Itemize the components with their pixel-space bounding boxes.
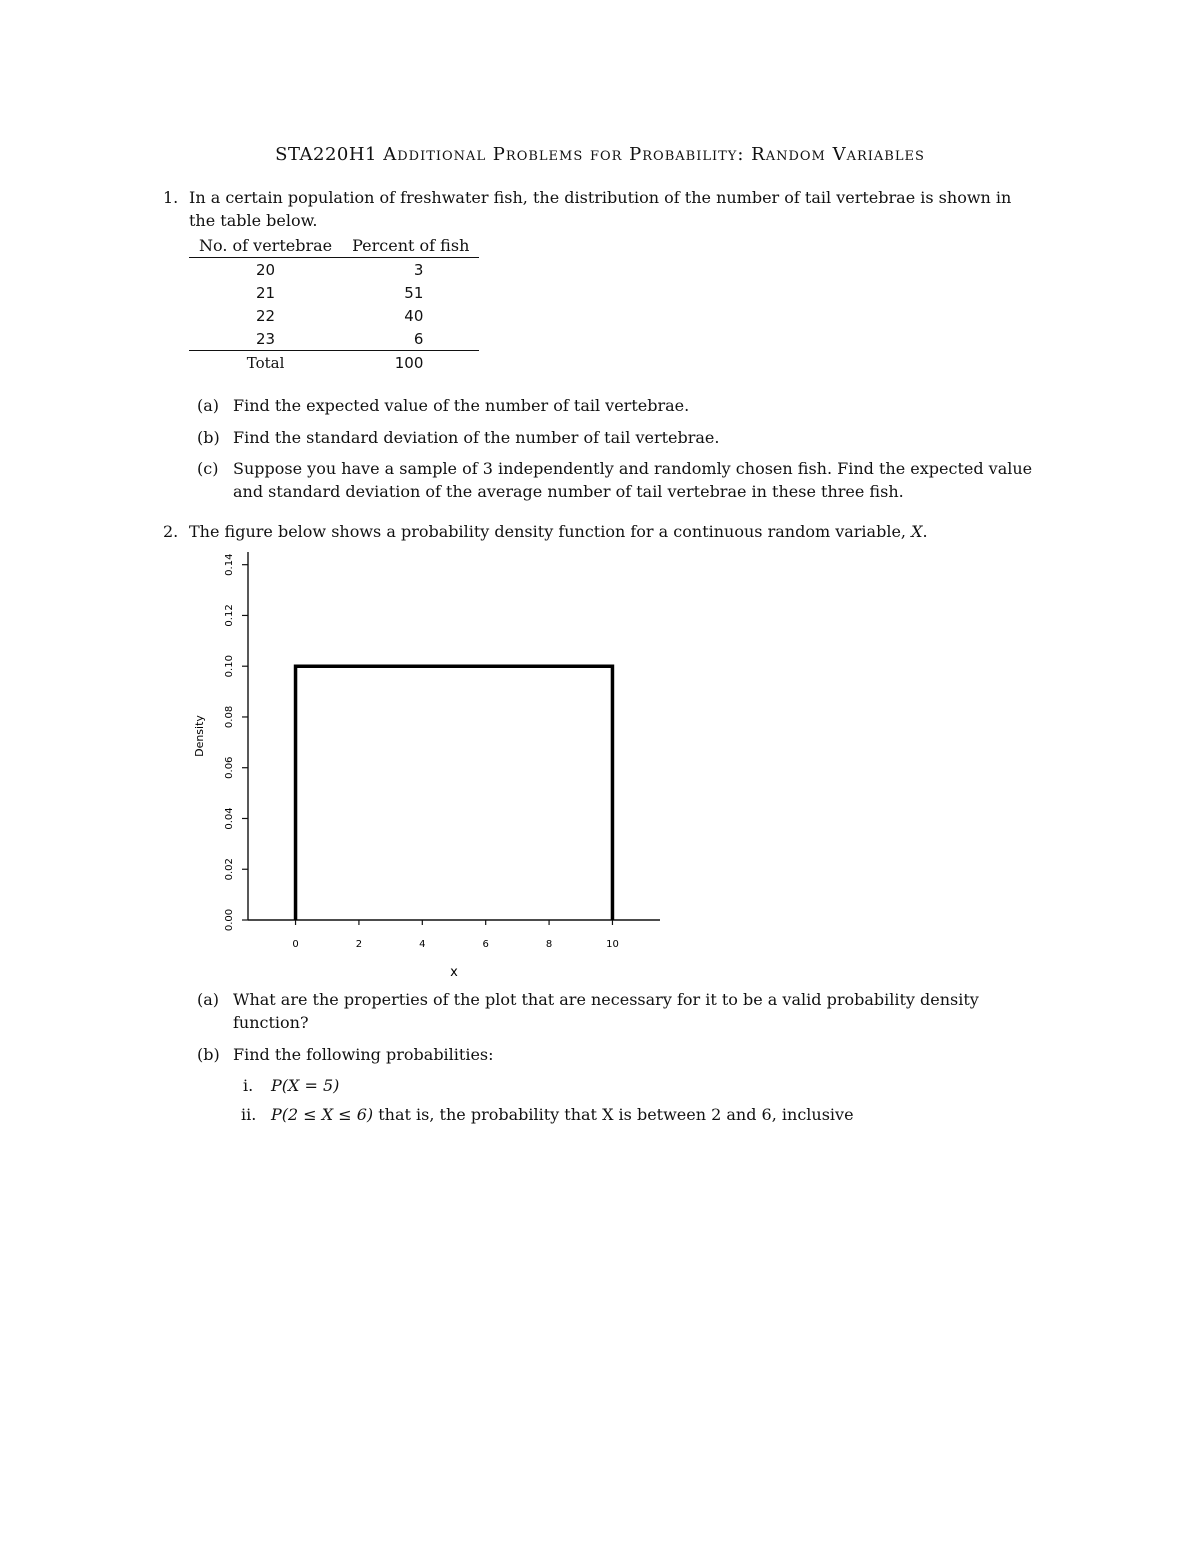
percent-cell: 3 (413, 260, 424, 279)
total-value: 100 (342, 351, 479, 375)
part-a (197, 394, 1073, 417)
table-row (189, 281, 479, 304)
question-1 (163, 186, 1069, 232)
question-text: The figure below shows a probability density function for a continuous random variable, (189, 522, 906, 541)
part-text: Find the following probabilities: (233, 1045, 494, 1064)
percent-cell: 51 (404, 283, 424, 302)
question-text-line: In a certain population of freshwater fish, the distribution of the number of tail vertebrae is shown in (189, 188, 1012, 207)
density-plot (185, 548, 675, 988)
variable-x: X (911, 522, 923, 541)
table-row (189, 258, 479, 282)
density-line (296, 666, 613, 920)
part-text: and standard deviation of the average number of tail vertebrae in these three fish. (233, 482, 904, 501)
subpart-i (243, 1074, 1071, 1097)
part-text: What are the properties of the plot that are necessary for it to be a valid probability density (233, 990, 979, 1009)
probability-expression: P(X = 5) (271, 1076, 340, 1095)
x-tick-label: 4 (419, 939, 426, 950)
y-tick-label: 0.08 (224, 705, 235, 729)
part-label: (c) (197, 459, 219, 478)
title-text: Additional Problems for Probability: Random Variables (383, 144, 925, 165)
column-header: No. of vertebrae (189, 234, 342, 258)
question-number: 1. (163, 188, 179, 207)
y-tick-label: 0.06 (224, 756, 235, 779)
part-text: function? (233, 1013, 309, 1032)
part-label: (a) (197, 990, 220, 1009)
column-header: Percent of fish (342, 234, 479, 258)
x-tick-label: 0 (292, 939, 299, 950)
question-text-line: the table below. (189, 211, 318, 230)
percent-cell: 40 (404, 306, 424, 325)
probability-expression: P(2 ≤ X ≤ 6) (271, 1105, 374, 1124)
part-text: Suppose you have a sample of 3 independently and randomly chosen fish. Find the expected value (233, 459, 1033, 478)
table-total-row (189, 351, 479, 375)
part-b (197, 426, 1073, 449)
plot-ticks (224, 554, 619, 950)
q2-part-a (197, 988, 1073, 1034)
vertebrae-cell: 20 (256, 260, 276, 279)
subpart-text: that is, the probability that X is between 2 and 6, inclusive (373, 1105, 854, 1124)
y-axis-label: Density (193, 715, 206, 757)
y-tick-label: 0.02 (224, 858, 235, 881)
total-label: Total (189, 351, 342, 375)
table-row (189, 327, 479, 351)
y-tick-label: 0.00 (224, 908, 235, 932)
y-tick-label: 0.04 (224, 807, 235, 830)
x-axis-label: x (450, 965, 458, 980)
subpart-ii (241, 1103, 1071, 1126)
question-text-end: . (922, 522, 928, 541)
question-number: 2. (163, 522, 179, 541)
table-row (189, 304, 479, 327)
percent-cell: 6 (413, 329, 424, 348)
part-label: (a) (197, 396, 220, 415)
part-label: (b) (197, 1045, 220, 1064)
part-text: Find the standard deviation of the number of tail vertebrae. (233, 428, 720, 447)
vertebrae-cell: 22 (256, 306, 276, 325)
y-tick-label: 0.14 (224, 553, 235, 576)
subpart-label: i. (243, 1076, 254, 1095)
vertebrae-table (189, 234, 479, 374)
question-2 (163, 520, 1069, 543)
vertebrae-cell: 23 (256, 329, 276, 348)
x-tick-label: 6 (482, 939, 489, 950)
course-code: STA220H1 (275, 144, 377, 165)
part-label: (b) (197, 428, 220, 447)
x-tick-label: 8 (545, 939, 553, 950)
vertebrae-cell: 21 (256, 283, 276, 302)
plot-series (296, 666, 613, 920)
x-tick-label: 10 (606, 939, 619, 950)
subpart-label: ii. (241, 1105, 257, 1124)
q2-part-b (197, 1043, 1073, 1066)
part-text: Find the expected value of the number of tail vertebrae. (233, 396, 690, 415)
table-header-row (189, 234, 479, 258)
y-tick-label: 0.10 (224, 655, 235, 678)
y-tick-label: 0.12 (224, 604, 235, 627)
part-c (197, 457, 1073, 503)
plot-axes (248, 552, 660, 920)
page-title (0, 144, 1200, 165)
x-tick-label: 2 (355, 939, 363, 950)
